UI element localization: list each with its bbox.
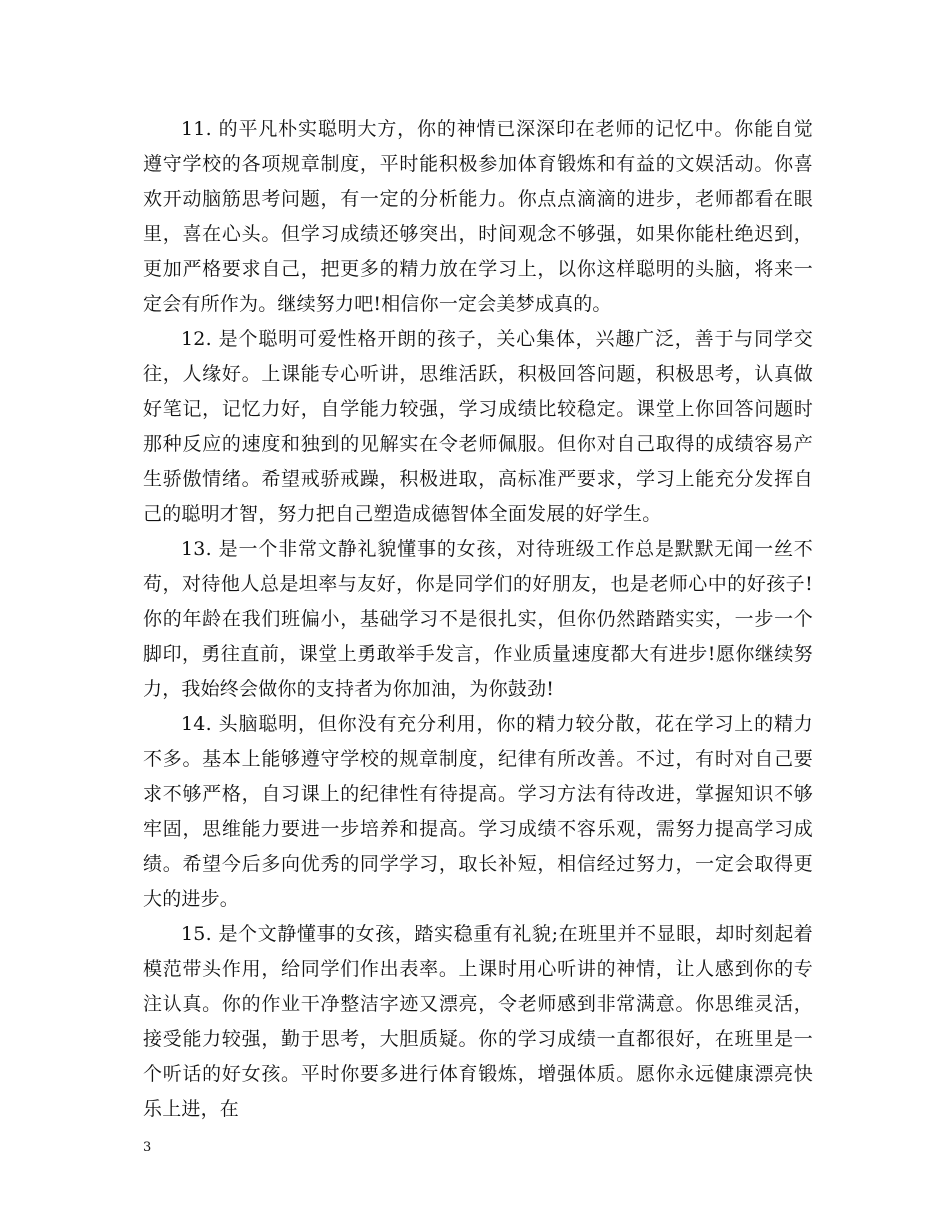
comment-paragraph-12: 12. 是个聪明可爱性格开朗的孩子，关心集体，兴趣广泛，善于与同学交往，人缘好。上课能专心听讲，思维活跃，积极回答问题，积极思考，认真做好笔记，记忆力好，自学能力较强，学习成绩比较稳定。课堂上你回答问题时那种反应的速度和独到的见解实在令老师佩服。但你对自己取得的成绩容易产生骄傲情绪。希望戒骄戒躁，积极进取，高标准严要求，学习上能充分发挥自己的聪明才智，努力把自己塑造成德智体全面发展的好学生。 xyxy=(143,328,813,525)
comment-paragraph-14: 14. 头脑聪明，但你没有充分利用，你的精力较分散，花在学习上的精力不多。基本上能够遵守学校的规章制度，纪律有所改善。不过，有时对自己要求不够严格，自习课上的纪律性有待提高。学习方法有待改进，掌握知识不够牢固，思维能力要进一步培养和提高。学习成绩不容乐观，需努力提高学习成绩。希望今后多向优秀的同学学习，取长补短，相信经过努力，一定会取得更大的进步。 xyxy=(143,713,813,910)
page-number: 3 xyxy=(143,1140,152,1155)
comment-paragraph-13: 13. 是一个非常文静礼貌懂事的女孩，对待班级工作总是默默无闻一丝不苟，对待他人总是坦率与友好，你是同学们的好朋友，也是老师心中的好孩子!你的年龄在我们班偏小，基础学习不是很扎实，但你仍然踏踏实实，一步一个脚印，勇往直前，课堂上勇敢举手发言，作业质量速度都大有进步!愿你继续努力，我始终会做你的支持者为你加油，为你鼓劲! xyxy=(143,538,813,700)
comment-paragraph-11: 11. 的平凡朴实聪明大方，你的神情已深深印在老师的记忆中。你能自觉遵守学校的各项规章制度，平时能积极参加体育锻炼和有益的文娱活动。你喜欢开动脑筋思考问题，有一定的分析能力。你点点滴滴的进步，老师都看在眼里，喜在心头。但学习成绩还够突出，时间观念不够强，如果你能杜绝迟到，更加严格要求自己，把更多的精力放在学习上，以你这样聪明的头脑，将来一定会有所作为。继续努力吧!相信你一定会美梦成真的。 xyxy=(143,118,813,315)
document-body xyxy=(143,112,813,1127)
comment-paragraph-15: 15. 是个文静懂事的女孩，踏实稳重有礼貌;在班里并不显眼，却时刻起着模范带头作用，给同学们作出表率。上课时用心听讲的神情，让人感到你的专注认真。你的作业干净整洁字迹又漂亮，令老师感到非常满意。你思维灵活，接受能力较强，勤于思考，大胆质疑。你的学习成绩一直都很好，在班里是一个听话的好女孩。平时你要多进行体育锻炼，增强体质。愿你永远健康漂亮快乐上进，在 xyxy=(143,923,813,1120)
